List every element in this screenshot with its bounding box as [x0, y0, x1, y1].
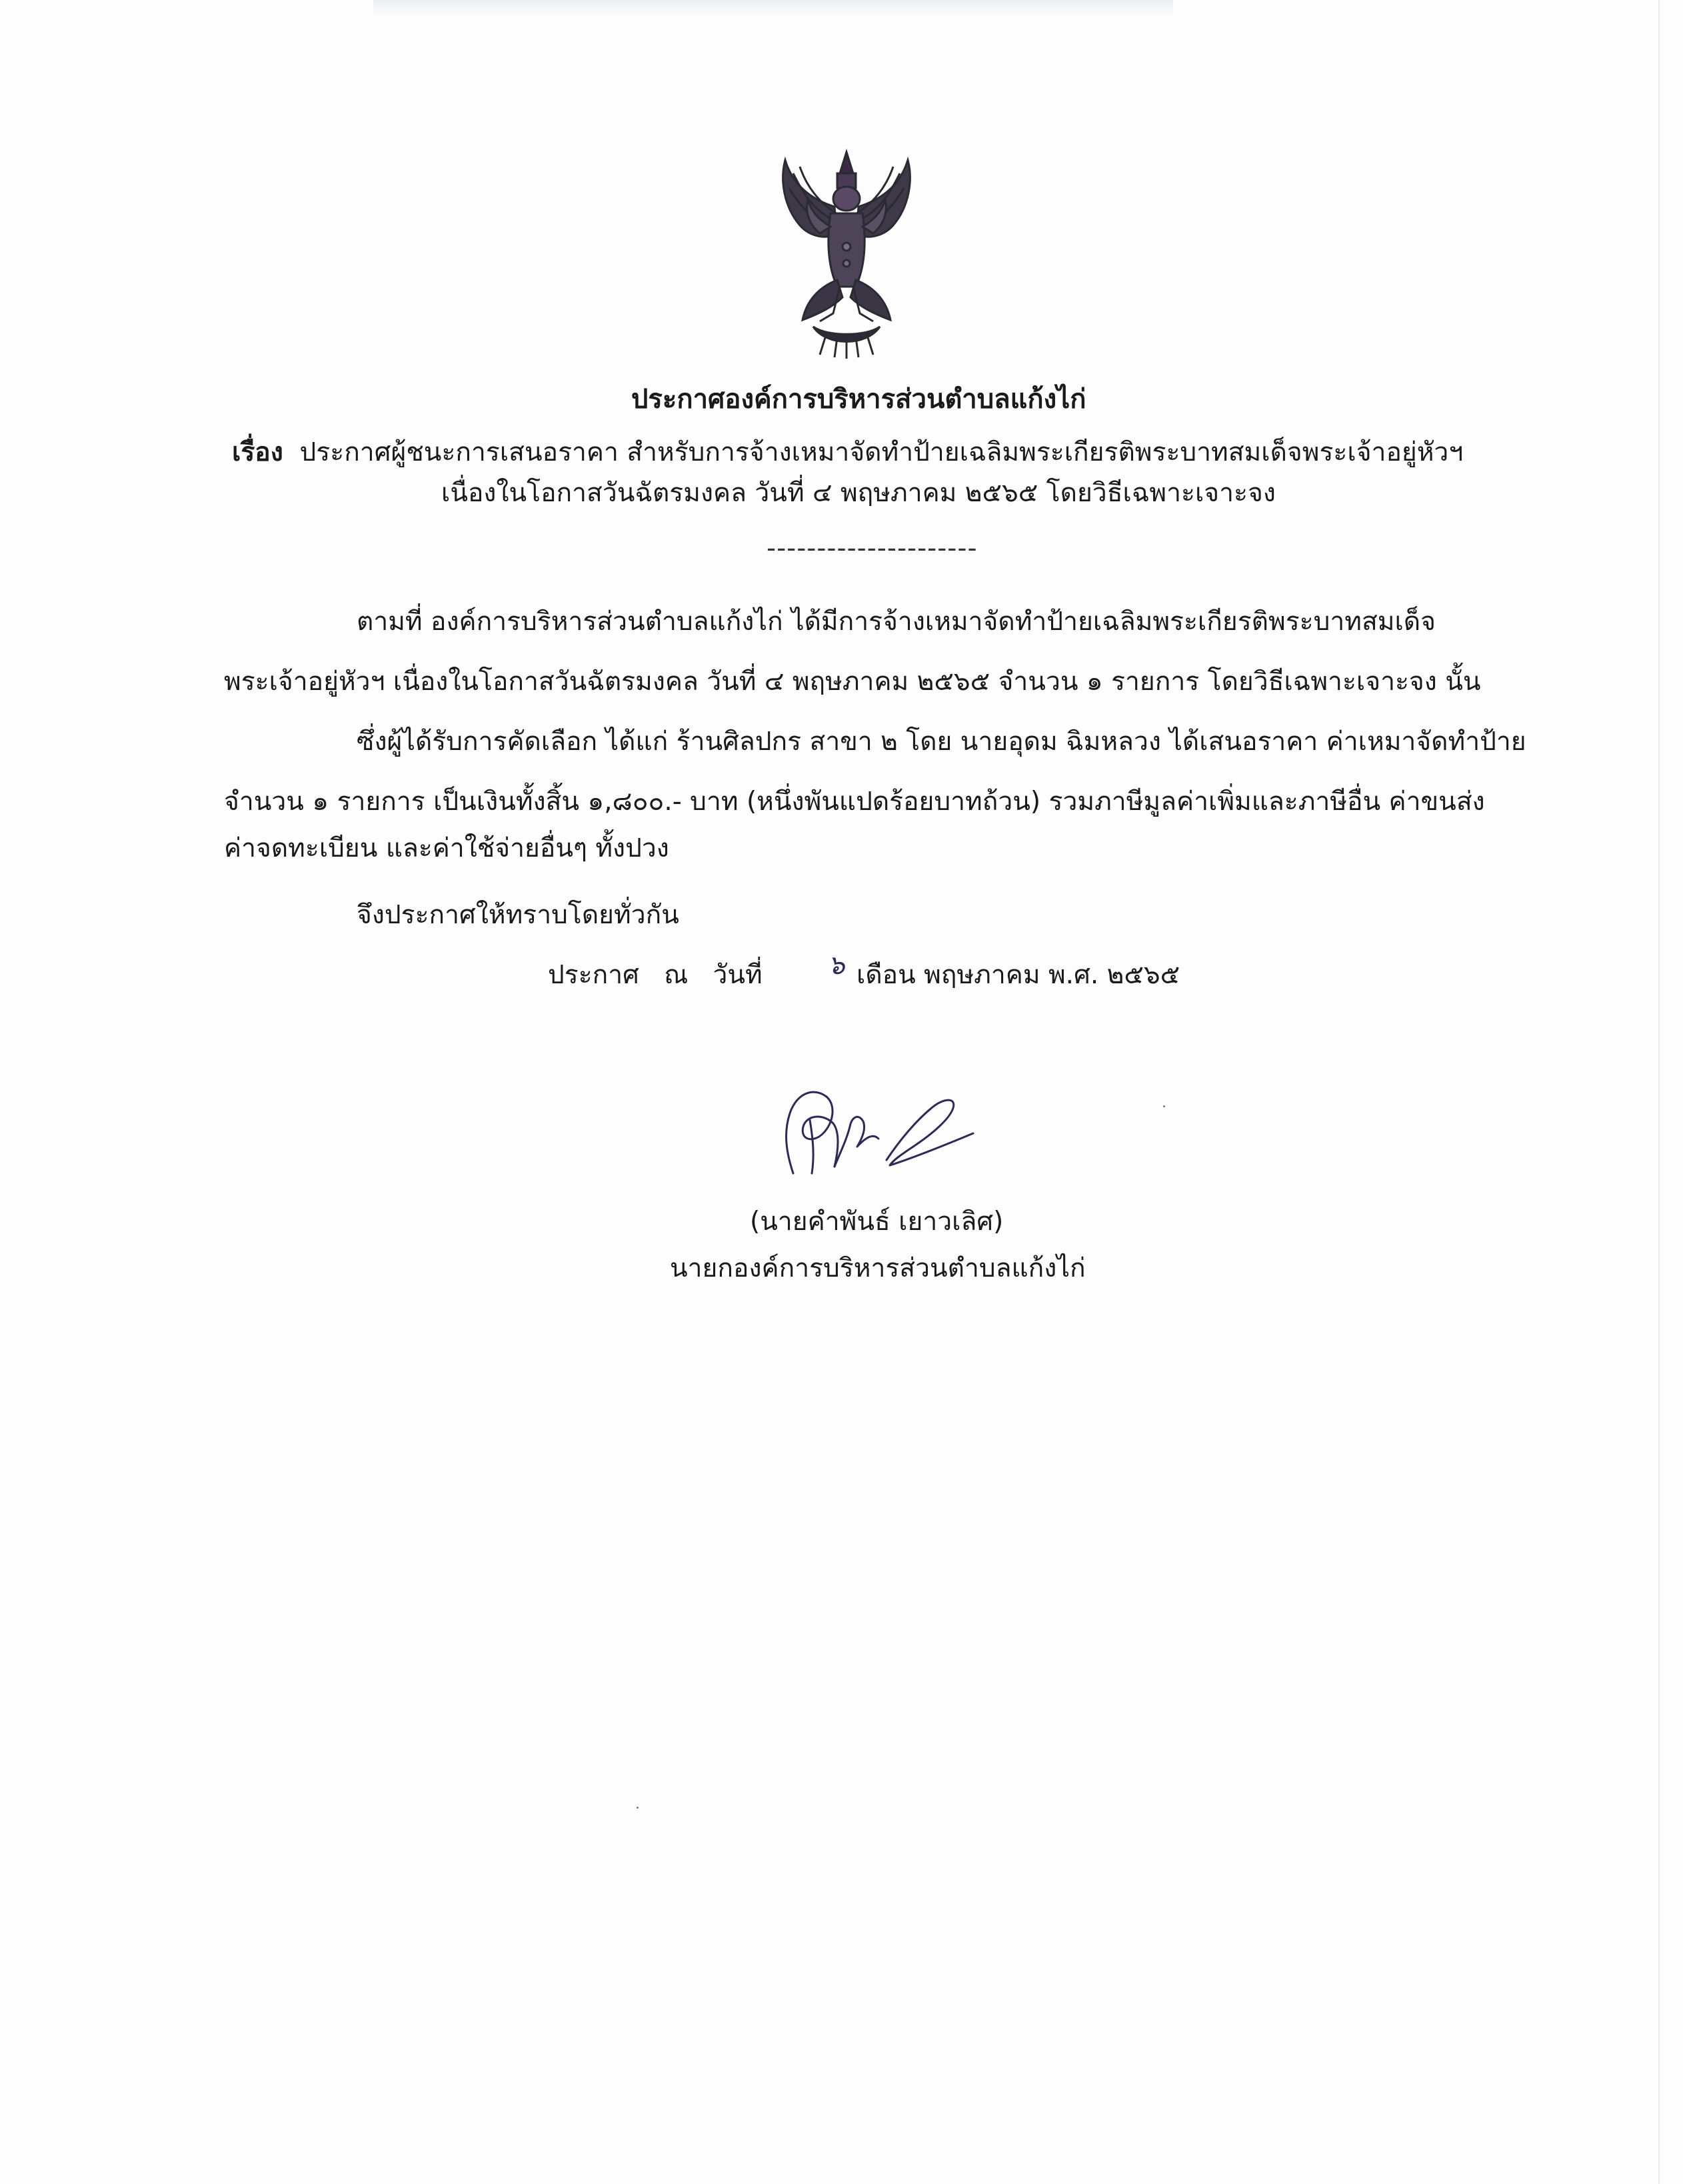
paragraph-1-line-2: พระเจ้าอยู่หัวฯ เนื่องในโอกาสวันฉัตรมงคล วันที่ ๔ พฤษภาคม ๒๕๖๕ จำนวน ๑ รายการ โดยวิธีเฉพาะเจาะจง นั้น — [224, 667, 1481, 697]
announcement-title: ประกาศองค์การบริหารส่วนตำบลแก้งไก่ — [631, 384, 1086, 415]
paragraph-3: จึงประกาศให้ทราบโดยทั่วกัน — [357, 900, 679, 930]
subject-text-1: ประกาศผู้ชนะการเสนอราคา สำหรับการจ้างเหมาจัดทำป้ายเฉลิมพระเกียรติพระบาทสมเด็จพระเจ้าอยู่หัวฯ — [299, 437, 1464, 467]
subject-line-1 — [232, 434, 1463, 471]
subject-line-2: เนื่องในโอกาสวันฉัตรมงคล วันที่ ๔ พฤษภาคม ๒๕๖๕ โดยวิธีเฉพาะเจาะจง — [441, 478, 1276, 508]
paragraph-1-line-1: ตามที่ องค์การบริหารส่วนตำบลแก้งไก่ ได้มีการจ้างเหมาจัดทำป้ายเฉลิมพระเกียรติพระบาทสมเด็จ — [357, 607, 1436, 637]
paragraph-2-line-2: จำนวน ๑ รายการ เป็นเงินทั้งสิ้น ๑,๘๐๐.- บาท (หนึ่งพันแปดร้อยบาทถ้วน) รวมภาษีมูลค่าเพิ่มและภาษีอื่น ค่าขนส่ง — [224, 787, 1485, 817]
subject-label: เรื่อง — [232, 437, 283, 467]
paragraph-2-line-1: ซึ่งผู้ได้รับการคัดเลือก ได้แก่ ร้านศิลปกร สาขา ๒ โดย นายอุดม ฉิมหลวง ได้เสนอราคา ค่าเหมาจัดทำป้าย — [357, 727, 1526, 757]
paragraph-2-line-3: ค่าจดทะเบียน และค่าใช้จ่ายอื่นๆ ทั้งปวง — [224, 833, 669, 863]
page-edge — [1658, 0, 1660, 2184]
separator: --------------------- — [767, 533, 978, 563]
scan-speck — [1163, 1105, 1165, 1107]
handwritten-day: ๖ — [828, 950, 845, 981]
signer-name: (นายคำพันธ์ เยาวเลิศ) — [750, 1207, 1004, 1237]
signature-icon — [773, 1060, 1000, 1187]
scan-speck — [637, 1807, 639, 1809]
garuda-emblem-icon — [773, 147, 920, 360]
scan-edge-mark — [373, 0, 1173, 16]
date-prefix: ประกาศ ณ วันที่ — [548, 960, 763, 990]
date-suffix: เดือน พฤษภาคม พ.ศ. ๒๕๖๕ — [856, 960, 1180, 990]
signer-position: นายกองค์การบริหารส่วนตำบลแก้งไก่ — [670, 1253, 1086, 1283]
